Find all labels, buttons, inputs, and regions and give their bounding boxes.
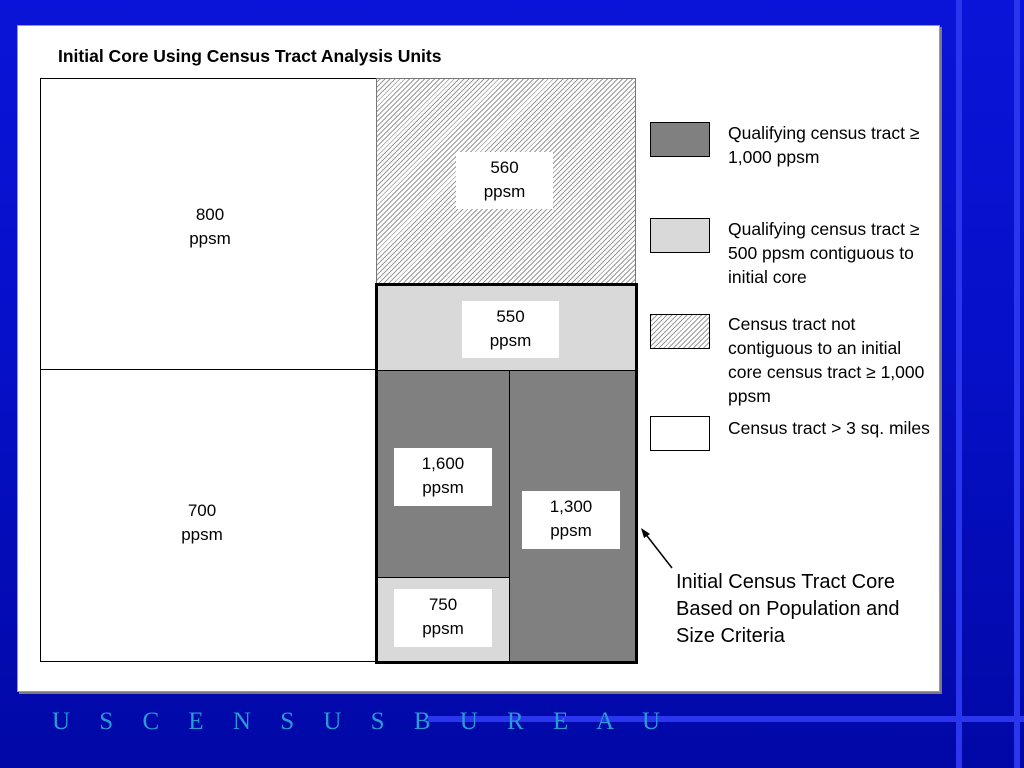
diagram-title: Initial Core Using Census Tract Analysis Units <box>58 46 442 66</box>
annotation-arrow-icon <box>638 526 678 572</box>
tract-sw-unit: ppsm <box>181 525 223 544</box>
legend-swatch-light <box>650 218 710 253</box>
core-annotation: Initial Census Tract Core Based on Population and Size Criteria <box>676 571 900 647</box>
tract-bottom-label <box>394 589 492 647</box>
tract-east-unit: ppsm <box>550 521 592 540</box>
tract-sw-label <box>152 499 252 547</box>
tract-bottom-value: 750 <box>428 595 458 614</box>
decorative-vertical-line-left <box>956 0 962 768</box>
tract-mid-unit: ppsm <box>489 331 532 350</box>
tract-sw-value: 700 <box>187 501 217 520</box>
legend-label-dark: Qualifying census tract ≥ 1,000 ppsm <box>728 123 920 167</box>
tract-north-unit: ppsm <box>483 182 526 201</box>
tract-mid-value: 550 <box>496 307 525 326</box>
slide-panel <box>17 25 940 692</box>
tract-north-value: 560 <box>490 158 519 177</box>
tract-nw-unit: ppsm <box>189 229 231 248</box>
tract-north-label <box>456 152 553 209</box>
census-bureau-wordmark: U S C E N S U S B U R E A U <box>52 708 672 735</box>
tract-east-label <box>522 491 620 549</box>
tract-mid-label <box>462 301 559 358</box>
tract-bottom-unit: ppsm <box>422 619 464 638</box>
tract-east-value: 1,300 <box>549 497 593 516</box>
legend-label-hatched: Census tract not contiguous to an initial core census tract ≥ 1,000 ppsm <box>728 314 925 406</box>
tract-center-label <box>394 448 492 506</box>
decorative-vertical-line-right <box>1014 0 1020 768</box>
legend-swatch-hatched <box>650 314 710 349</box>
tract-nw-value: 800 <box>195 205 225 224</box>
legend-swatch-white <box>650 416 710 451</box>
legend-swatch-dark <box>650 122 710 157</box>
legend-label-light: Qualifying census tract ≥ 500 ppsm contiguous to initial core <box>728 219 920 287</box>
tract-center-unit: ppsm <box>422 478 464 497</box>
legend-label-white: Census tract > 3 sq. miles <box>728 418 930 438</box>
tract-center-value: 1,600 <box>421 454 465 473</box>
tract-nw-label <box>160 203 260 251</box>
